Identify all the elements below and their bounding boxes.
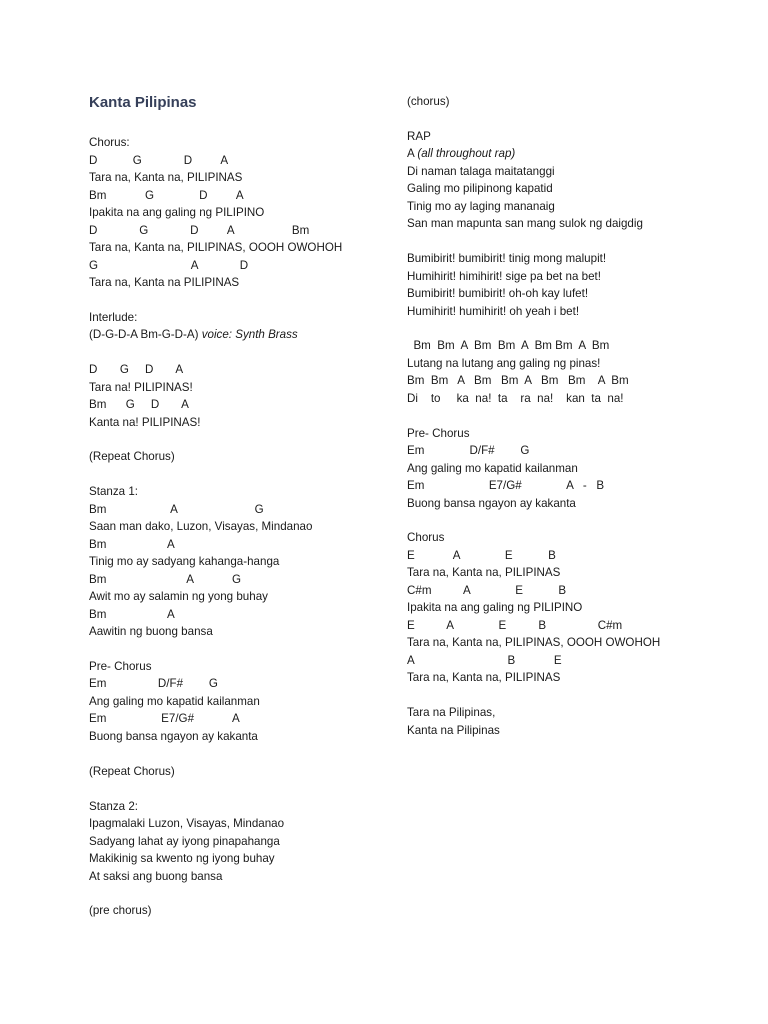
blank-line [89,431,389,448]
lyric-line [407,442,727,460]
lyric-line [89,728,389,746]
line-text: Tara na, Kanta na, PILIPINAS [407,671,561,685]
lyric-line [407,652,727,670]
lyric-line [407,599,727,617]
line-text: Em E7/G# A [89,712,240,726]
line-text: Ang galing mo kapatid kailanman [407,461,578,475]
lyric-line [407,337,727,355]
lyric-line [89,588,389,606]
line-text: D G D A Bm [89,223,310,237]
line-text: Em D/F# G [407,444,530,458]
lyric-line [407,704,727,722]
italic-note: (all throughout rap) [417,147,516,161]
lyric-line [89,396,389,414]
line-text: (Repeat Chorus) [89,764,175,778]
line-text: Saan man dako, Luzon, Visayas, Mindanao [89,520,313,534]
lyric-line [89,361,389,379]
line-text: Kanta na Pilipinas [407,723,500,737]
line-text: D G D A [89,153,229,167]
lyric-line [89,902,389,920]
lyric-line [89,815,389,833]
line-text: Humihirit! himihirit! sige pa bet na bet! [407,269,601,283]
line-text: Humihirit! humihirit! oh yeah i bet! [407,304,580,318]
lyric-line [89,379,389,397]
line-text: At saksi ang buong bansa [89,869,223,883]
lyric-line [407,215,727,233]
line-text: Bm A [89,607,175,621]
line-text: Tara na, Kanta na, PILIPINAS [407,566,561,580]
line-text: Bm Bm A Bm Bm A Bm Bm A Bm [407,339,610,353]
lyric-line [89,606,389,624]
line-text: (pre chorus) [89,904,152,918]
line-text: E A E B C#m [407,618,623,632]
line-text: Em E7/G# A - B [407,479,605,493]
line-text: (Repeat Chorus) [89,450,175,464]
line-text: Makikinig sa kwento ng iyong buhay [89,852,275,866]
lyric-line [89,798,389,816]
line-text: Bm A G [89,502,264,516]
line-text: Chorus: [89,136,130,149]
lyric-line [89,448,389,466]
lyric-line [89,763,389,781]
line-text: San man mapunta san mang sulok ng daigdig [407,217,643,231]
lyric-line [89,222,389,240]
lyric-line [89,536,389,554]
line-text: Stanza 1: [89,485,138,499]
lyric-line [407,460,727,478]
blank-line [89,641,389,658]
lyric-line [407,285,727,303]
line-text: Tinig mo ay sadyang kahanga-hanga [89,555,280,569]
line-text: (chorus) [407,95,450,108]
line-text: Tinig mo ay laging mananaig [407,199,555,213]
lyric-line [89,152,389,170]
page-title: Kanta Pilipinas [89,94,197,111]
lyric-line [89,833,389,851]
line-text: Bm G D A [89,398,189,412]
lyric-line [89,134,389,152]
line-text: Di to ka na! ta ra na! kan ta na! [407,391,624,405]
lyric-line [89,518,389,536]
line-text: Bumibirit! bumibirit! oh-oh kay lufet! [407,287,589,301]
line-text: Stanza 2: [89,799,138,813]
blank-line [89,780,389,797]
line-text: RAP [407,129,431,143]
lyric-line [89,483,389,501]
lyric-line [89,675,389,693]
lyric-line [89,204,389,222]
line-text: Tara na! PILIPINAS! [89,380,193,394]
lyric-line [407,268,727,286]
lyric-line [89,326,389,344]
line-text: Bm G D A [89,188,244,202]
line-text: E A E B [407,548,556,562]
lyric-line [89,850,389,868]
line-text: Em D/F# G [89,677,218,691]
line-text: Tara na, Kanta na, PILIPINAS, OOOH OWOHOH [407,636,661,650]
lyric-line [407,495,727,513]
lyric-line [407,582,727,600]
lyric-line [89,693,389,711]
blank-line [407,111,727,128]
lyric-line [89,553,389,571]
line-text: Lutang na lutang ang galing ng pinas! [407,356,601,370]
lyric-line [407,372,727,390]
lyric-line [89,169,389,187]
line-text: Galing mo pilipinong kapatid [407,182,553,196]
lyric-line [407,145,727,163]
lyric-line [407,547,727,565]
lyric-line [89,623,389,641]
lyric-line [407,250,727,268]
lyric-line [89,710,389,728]
lyric-line [407,634,727,652]
lyric-line [89,239,389,257]
line-text: Buong bansa ngayon ay kakanta [89,729,258,743]
line-text: Bumibirit! bumibirit! tinig mong malupit! [407,252,607,266]
blank-line [407,687,727,704]
lyric-line [89,274,389,292]
blank-line [407,233,727,250]
line-text: D G D A [89,363,184,377]
line-text: Tara na, Kanta na PILIPINAS [89,276,240,289]
lyric-line [407,180,727,198]
line-text: G A D [89,258,249,272]
line-text: Sadyang lahat ay iyong pinapahanga [89,834,280,848]
blank-line [89,344,389,361]
lyric-line [89,257,389,275]
blank-line [89,292,389,309]
line-text: Ang galing mo kapatid kailanman [89,694,260,708]
line-text: A [407,147,418,161]
lyric-line [407,163,727,181]
line-text: Buong bansa ngayon ay kakanta [407,496,576,510]
lyric-line [407,564,727,582]
line-text: Ipagmalaki Luzon, Visayas, Mindanao [89,817,285,831]
italic-note: voice: Synth Brass [201,328,298,342]
line-text: Ipakita na ang galing ng PILIPINO [89,206,265,219]
lyric-line [407,303,727,321]
line-text: Tara na, Kanta na, PILIPINAS, OOOH OWOHOH [89,241,343,254]
line-text: Awit mo ay salamin ng yong buhay [89,590,268,604]
lyric-line [89,868,389,886]
right-column [407,93,727,739]
blank-line [89,745,389,762]
line-text: Aawitin ng buong bansa [89,625,213,639]
line-text: Ipakita na ang galing ng PILIPINO [407,601,583,615]
lyric-line [89,309,389,327]
line-text: Pre- Chorus [89,659,152,673]
line-text: Kanta na! PILIPINAS! [89,415,201,429]
line-text: Interlude: [89,310,138,324]
blank-line [407,320,727,337]
line-text: Bm A G [89,572,242,586]
lyric-line [407,93,727,111]
lyric-line [407,722,727,740]
line-text: Bm Bm A Bm Bm A Bm Bm A Bm [407,374,629,388]
lyric-line [407,355,727,373]
line-text: A B E [407,653,562,667]
blank-line [407,407,727,424]
lyric-line [407,198,727,216]
lyric-line [89,571,389,589]
lyric-line [407,529,727,547]
left-column [89,134,389,920]
lyric-line [89,187,389,205]
lyric-line [89,414,389,432]
lyric-line [407,669,727,687]
lyric-line [407,128,727,146]
line-text: (D-G-D-A Bm-G-D-A) [89,328,202,342]
lyric-line [407,617,727,635]
lyric-line [407,390,727,408]
blank-line [89,466,389,483]
lyric-line [407,477,727,495]
line-text: C#m A E B [407,583,567,597]
blank-line [407,512,727,529]
blank-line [89,885,389,902]
lyric-line [89,501,389,519]
lyric-line [407,425,727,443]
line-text: Di naman talaga maitatanggi [407,164,555,178]
lyric-line [89,658,389,676]
line-text: Tara na, Kanta na, PILIPINAS [89,171,243,184]
line-text: Pre- Chorus [407,426,470,440]
line-text: Bm A [89,537,175,551]
line-text: Chorus [407,531,445,545]
line-text: Tara na Pilipinas, [407,706,496,720]
